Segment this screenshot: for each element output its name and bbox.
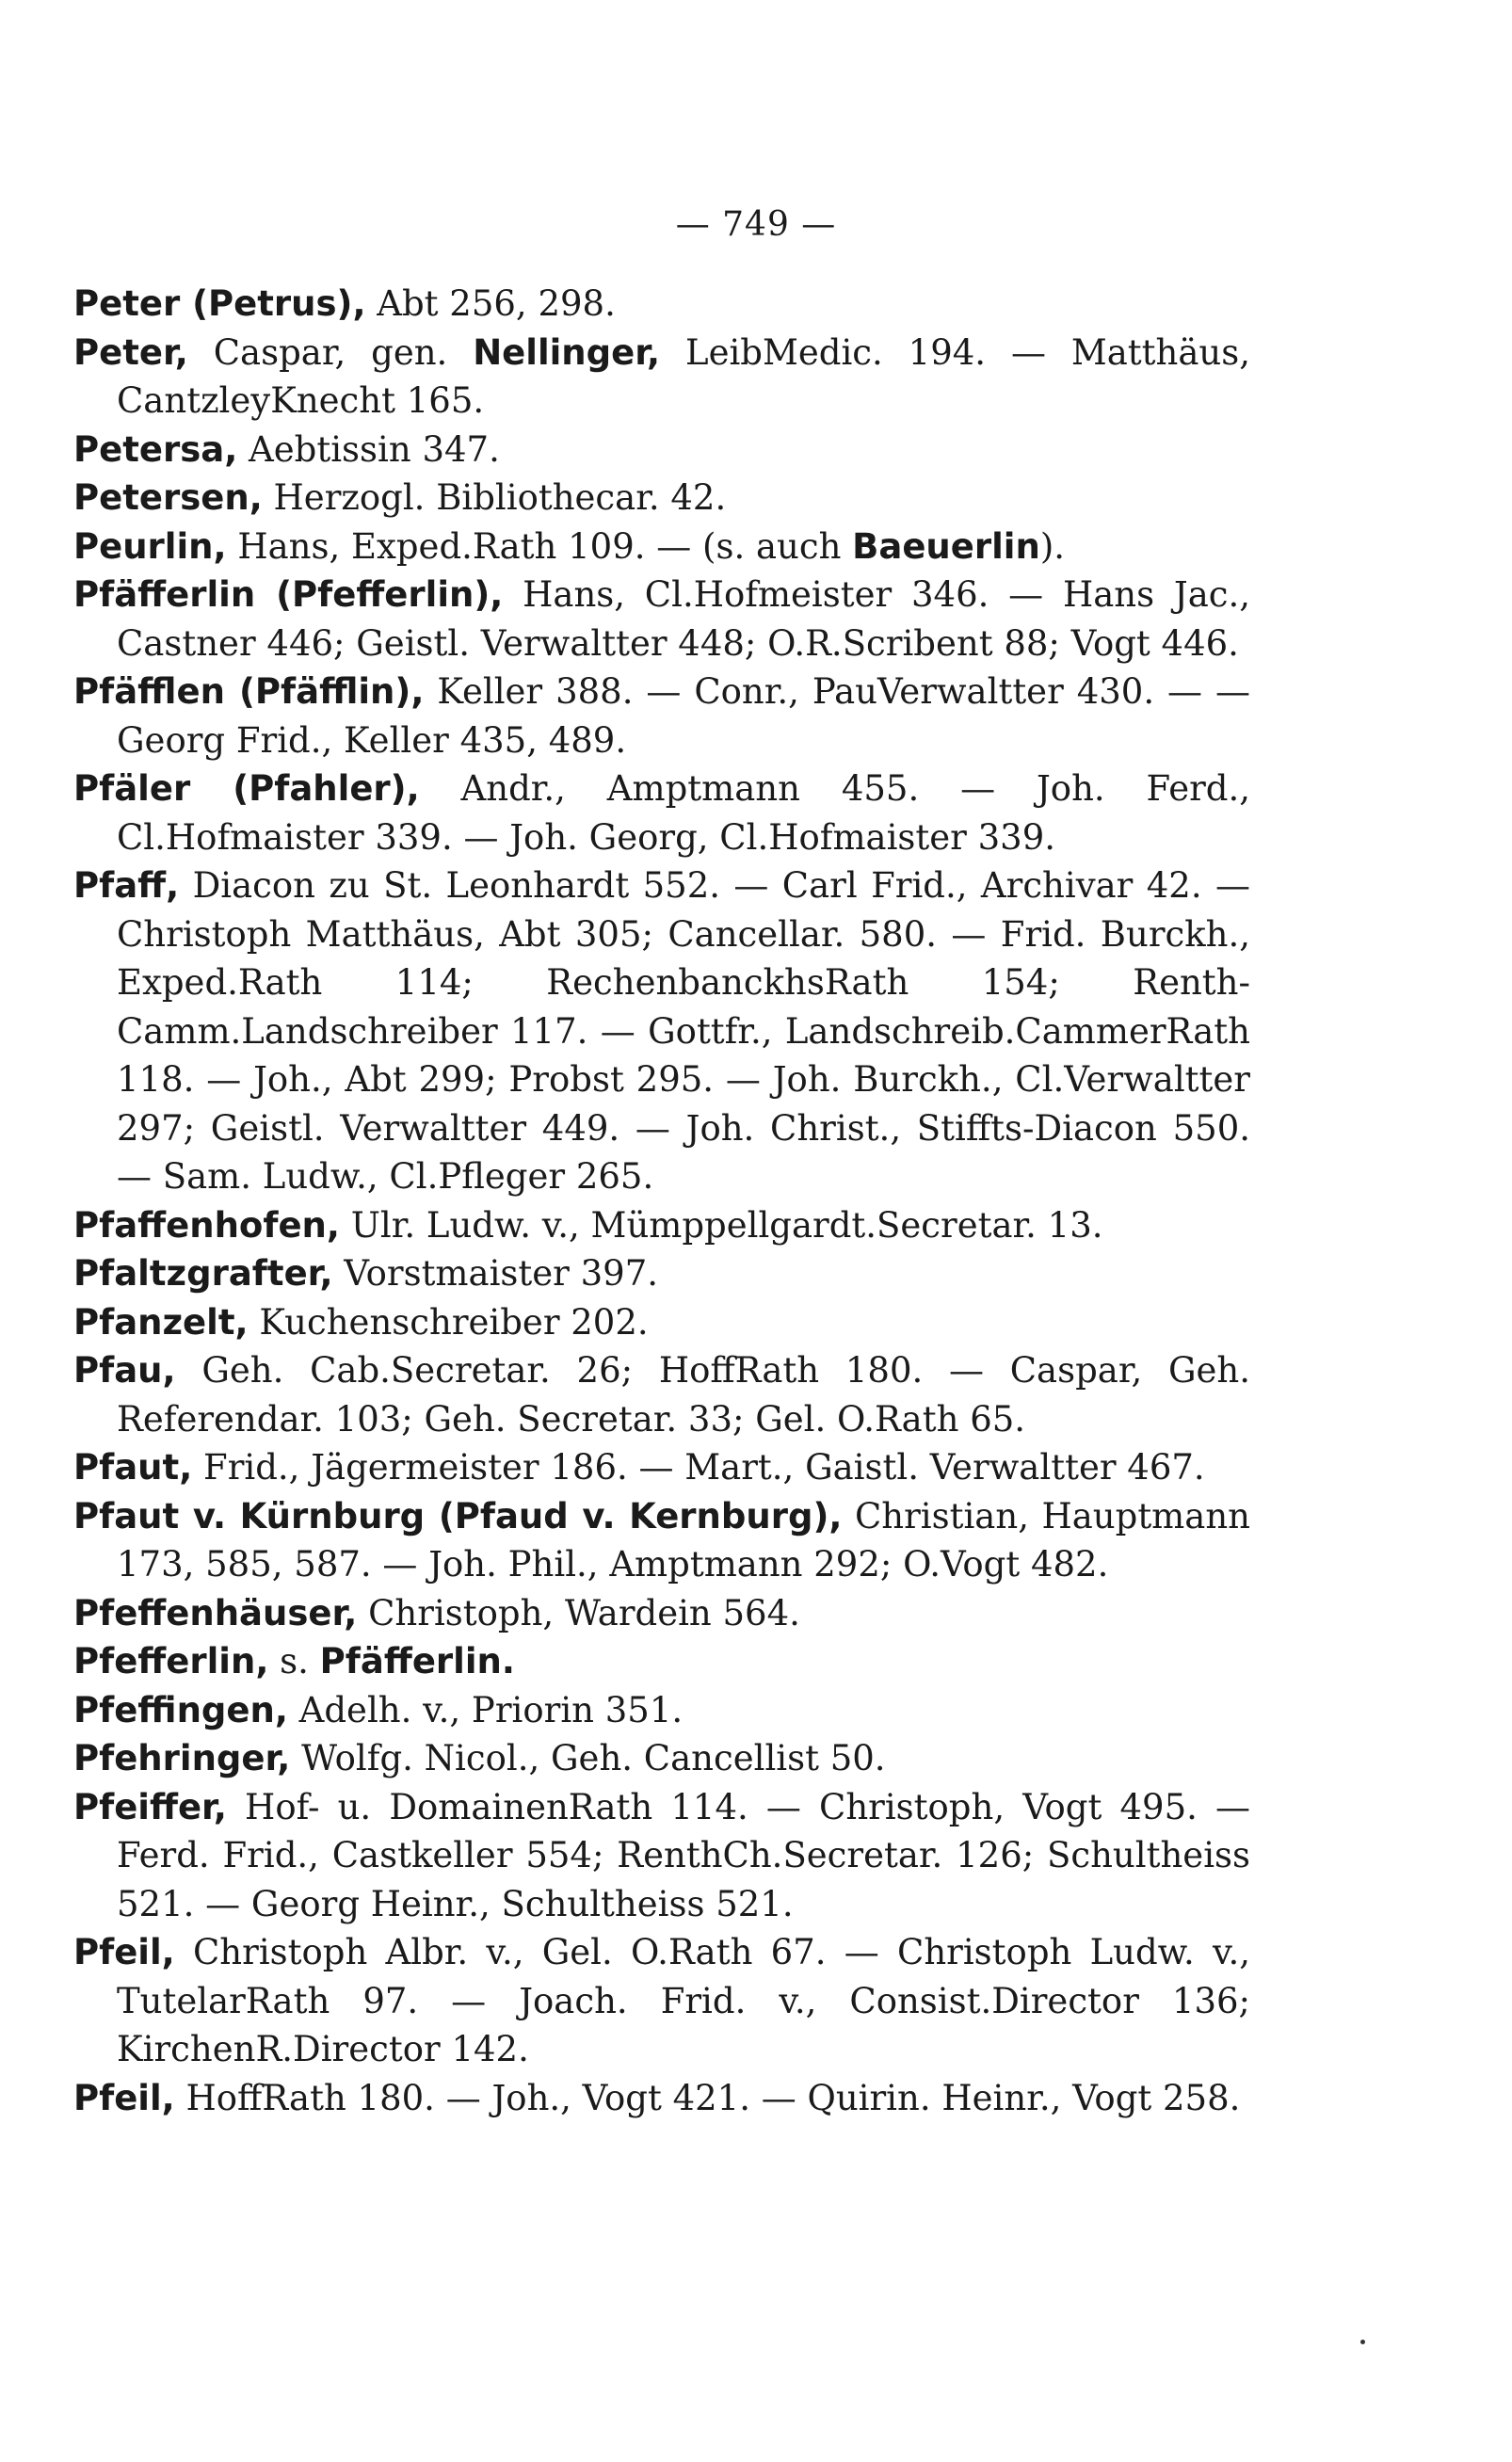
entry-text: Wolfg. Nicol., Geh. Cancellist 50. [290,1738,886,1778]
index-entry [73,1346,1250,1443]
index-entry [73,523,1250,571]
entry-text: Hans, Cl.Hofmeister 346. — Hans Jac., Castner 446; Geistl. Verwaltter 448; O.R.Scribent 88; Vogt 446. [117,574,1251,664]
index-entry [73,668,1250,764]
index-entry [73,1637,1250,1686]
entry-headword: Petersen, [73,477,263,518]
index-entry [73,329,1250,426]
entry-headword: Pfaffenhofen, [73,1204,340,1246]
entry-text: Andr., Amptmann 455. — Joh. Ferd., Cl.Hofmaister 339. — Joh. Georg, Cl.Hofmaister 339. [117,768,1250,858]
index-entry [73,474,1250,523]
index-entry [73,571,1250,668]
entry-headword: Pfäfflen (Pfäfflin), [73,671,425,712]
index-entry [73,1492,1250,1589]
entry-headword-secondary: Nellinger, [473,331,661,373]
entry-text: Christoph Albr. v., Gel. O.Rath 67. — Christoph Ludw. v., TutelarRath 97. — Joach. Frid. v., Consist.Director 136; KirchenR.Director 142. [117,1932,1250,2069]
entry-headword: Pfefferlin, [73,1641,269,1682]
page-number: — 749 — [675,205,837,244]
entry-headword: Peter, [73,331,188,373]
index-entry [73,426,1250,475]
index-entry [73,861,1250,1201]
index-entry [73,1928,1250,2074]
index-entry [73,1443,1250,1492]
entry-headword: Pfeiffer, [73,1786,227,1827]
entry-text: Keller 388. — Conr., PauVerwaltter 430. — — Georg Frid., Keller 435, 489. [117,671,1250,761]
entry-headword: Peter (Petrus), [73,283,366,324]
entry-text: Hof- u. DomainenRath 114. — Christoph, Vogt 495. — Ferd. Frid., Castkeller 554; RenthCh.Secretar. 126; Schultheiss 521. — Georg Heinr., Schultheiss 521. [117,1786,1250,1924]
index-entry [73,1589,1250,1638]
entry-headword-secondary: Pfäfferlin. [319,1641,515,1682]
entry-text: s. [268,1641,320,1682]
entry-text: Aebtissin 347. [237,428,500,470]
entry-headword-secondary: Baeuerlin [852,525,1040,567]
index-entry [73,1734,1250,1783]
index-entry [73,1249,1250,1298]
entry-headword: Peurlin, [73,525,227,567]
entry-headword: Pfeffingen, [73,1689,288,1730]
entry-headword: Petersa, [73,428,238,470]
entry-text-secondary: LeibMedic. 194. — Matthäus, CantzleyKnecht 165. [117,331,1250,421]
index-entry [73,1686,1250,1735]
entry-text: Caspar, gen. [187,331,474,373]
entry-text: Frid., Jägermeister 186. — Mart., Gaistl. Verwaltter 467. [192,1447,1205,1488]
index-entry [73,764,1250,861]
index-entries [73,280,1250,2122]
index-entry [73,1298,1250,1347]
index-entry [73,1783,1250,1929]
entry-text: Herzogl. Bibliothecar. 42. [262,477,727,518]
index-entry [73,2074,1250,2123]
entry-headword: Pfaut, [73,1447,193,1488]
entry-headword: Pfaltzgrafter, [73,1253,333,1294]
speck-mark [1360,2340,1365,2344]
entry-text: Christian, Hauptmann 173, 585, 587. — Joh. Phil., Amptmann 292; O.Vogt 482. [117,1495,1250,1585]
entry-text: Kuchenschreiber 202. [248,1301,649,1343]
entry-headword: Pfehringer, [73,1738,291,1778]
entry-headword: Pfaff, [73,865,180,906]
entry-text: Christoph, Wardein 564. [357,1592,800,1633]
entry-text: Geh. Cab.Secretar. 26; HoffRath 180. — Caspar, Geh. Referendar. 103; Geh. Secretar. 33; Gel. O.Rath 65. [117,1350,1250,1440]
entry-headword: Pfanzelt, [73,1301,249,1343]
entry-text: Diacon zu St. Leonhardt 552. — Carl Frid., Archivar 42. — Christoph Matthäus, Abt 305; Cancellar. 580. — Frid. Burckh., Exped.Rath 114; RechenbanckhsRath 154; Renth-Camm.Landschreiber 117. — Gottfr., Landschreib.CammerRath 118. — Joh., Abt 299; Probst 295. — Joh. Burckh., Cl.Verwaltter 297; Geistl. Verwaltter 449. — Joh. Christ., Stiffts-Diacon 550. — Sam. Ludw., Cl.Pfleger 265. [117,865,1250,1197]
entry-headword: Pfäfferlin (Pfefferlin), [73,574,504,615]
entry-headword: Pfeil, [73,1932,175,1972]
entry-text: Abt 256, 298. [365,283,616,324]
entry-headword: Pfaut v. Kürnburg (Pfaud v. Kernburg), [73,1495,843,1537]
entry-text: Adelh. v., Priorin 351. [287,1689,684,1730]
index-entry [73,1201,1250,1250]
entry-text: Hans, Exped.Rath 109. — (s. auch [226,525,853,567]
entry-headword: Pfau, [73,1350,176,1391]
entry-text: Vorstmaister 397. [332,1253,658,1294]
entry-headword: Pfäler (Pfahler), [73,768,420,809]
entry-headword: Pfeil, [73,2077,175,2118]
entry-text-secondary: ). [1039,525,1066,567]
index-entry [73,280,1250,329]
entry-text: HoffRath 180. — Joh., Vogt 421. — Quirin. Heinr., Vogt 258. [174,2077,1241,2118]
entry-headword: Pfeffenhäuser, [73,1592,358,1633]
entry-text: Ulr. Ludw. v., Mümppellgardt.Secretar. 13. [339,1204,1103,1246]
